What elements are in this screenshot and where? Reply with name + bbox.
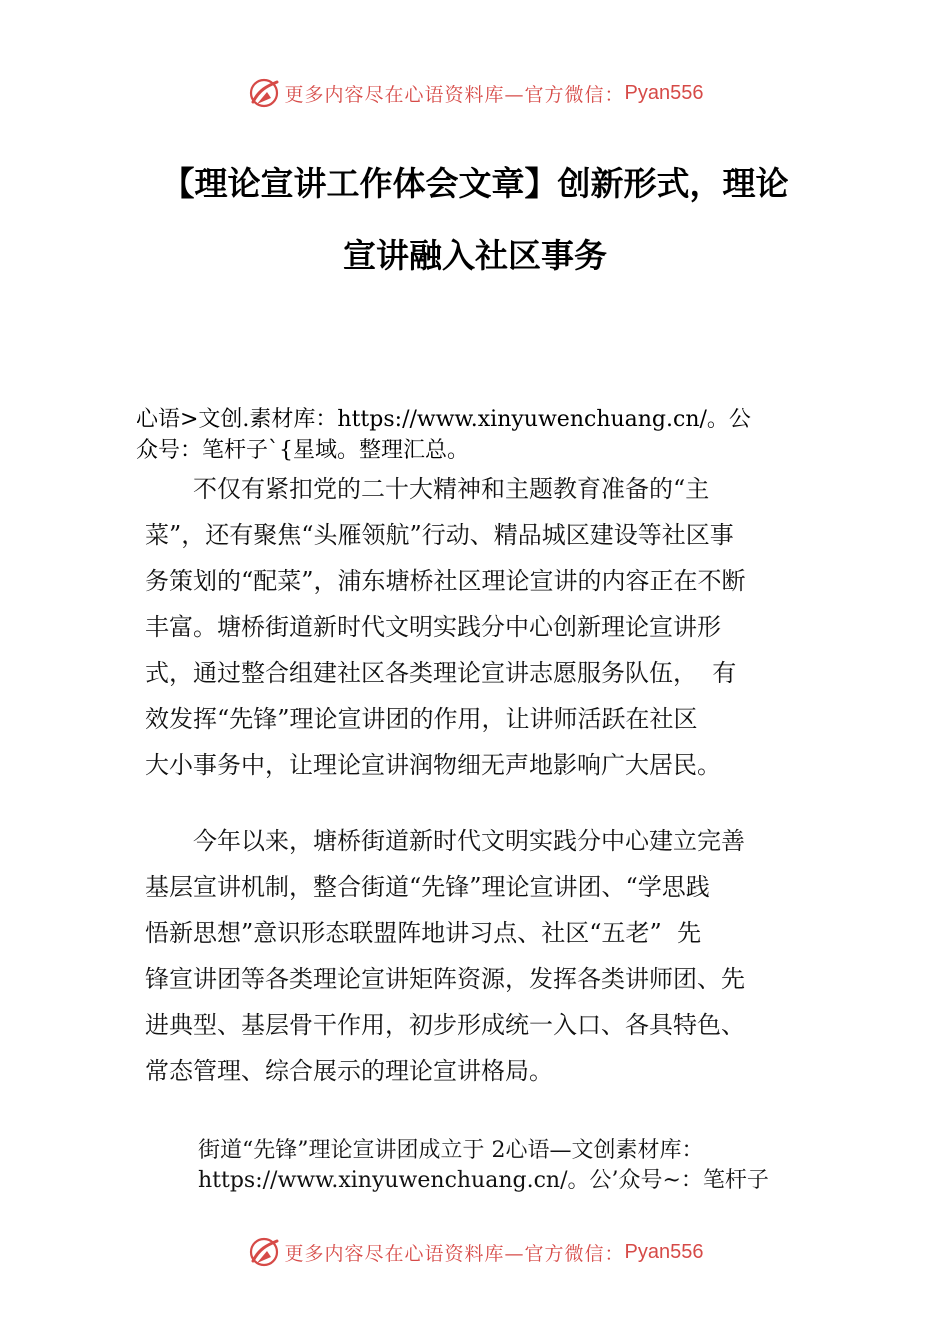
paragraph-line: 丰富。塘桥街道新时代文明实践分中心创新理论宣讲形 (145, 613, 721, 641)
source-line-2: 众号：笔杆子`{星域。整理汇总。 (136, 438, 469, 463)
paragraph-3-start (198, 1136, 898, 1196)
tail-line-2: https://www.xinyuwenchuang.cn/。公’众号~：笔杆子 (198, 1168, 769, 1193)
paragraph-line: 不仅有紧扣党的二十大精神和主题教育准备的“主 (145, 475, 710, 503)
paragraph-line: 今年以来，塘桥街道新时代文明实践分中心建立完善 (145, 827, 745, 855)
banner-text: 更多内容尽在心语资料库—官方微信： (284, 83, 625, 106)
paragraph-1 (145, 466, 835, 788)
document-title-line-2: 宣讲融入社区事务 (343, 236, 607, 275)
source-line-1: 心语>文创.素材库：https://www.xinyuwenchuang.cn/。公 (136, 407, 751, 432)
source-note (136, 404, 856, 466)
paragraph-line: 常态管理、综合展示的理论宣讲格局。 (145, 1057, 553, 1085)
paragraph-line: 锋宣讲团等各类理论宣讲矩阵资源，发挥各类讲师团、先 (145, 965, 745, 993)
paragraph-line: 务策划的“配菜”，浦东塘桥社区理论宣讲的内容正在不断 (145, 567, 746, 595)
xinyu-logo-icon (247, 1235, 281, 1269)
paragraph-line: 效发挥“先锋”理论宣讲团的作用，让讲师活跃在社区 (145, 705, 698, 733)
footer-watermark-banner (0, 1232, 950, 1272)
header-watermark-banner (0, 73, 950, 113)
paragraph-line: 进典型、基层骨干作用，初步形成统一入口、各具特色、 (145, 1011, 745, 1039)
paragraph-line: 式，通过整合组建社区各类理论宣讲志愿服务队伍， 有 (145, 659, 737, 687)
paragraph-line: 基层宣讲机制，整合街道“先锋”理论宣讲团、“学思践 (145, 873, 710, 901)
paragraph-line: 大小事务中，让理论宣讲润物细无声地影响广大居民。 (145, 751, 721, 779)
banner-text: 更多内容尽在心语资料库—官方微信： (284, 1242, 625, 1265)
paragraph-line: 悟新思想”意识形态联盟阵地讲习点、社区“五老” 先 (145, 919, 702, 947)
paragraph-2 (145, 818, 835, 1094)
banner-wechat-id: Pyan556 (624, 81, 704, 104)
xinyu-logo-icon (247, 76, 281, 110)
tail-line-1: 街道“先锋”理论宣讲团成立于 2心语—文创素材库： (198, 1138, 704, 1163)
document-title-line-1: 【理论宣讲工作体会文章】创新形式，理论 (161, 164, 789, 203)
paragraph-line: 菜”，还有聚焦“头雁领航”行动、精品城区建设等社区事 (145, 521, 734, 549)
banner-wechat-id: Pyan556 (624, 1240, 704, 1263)
